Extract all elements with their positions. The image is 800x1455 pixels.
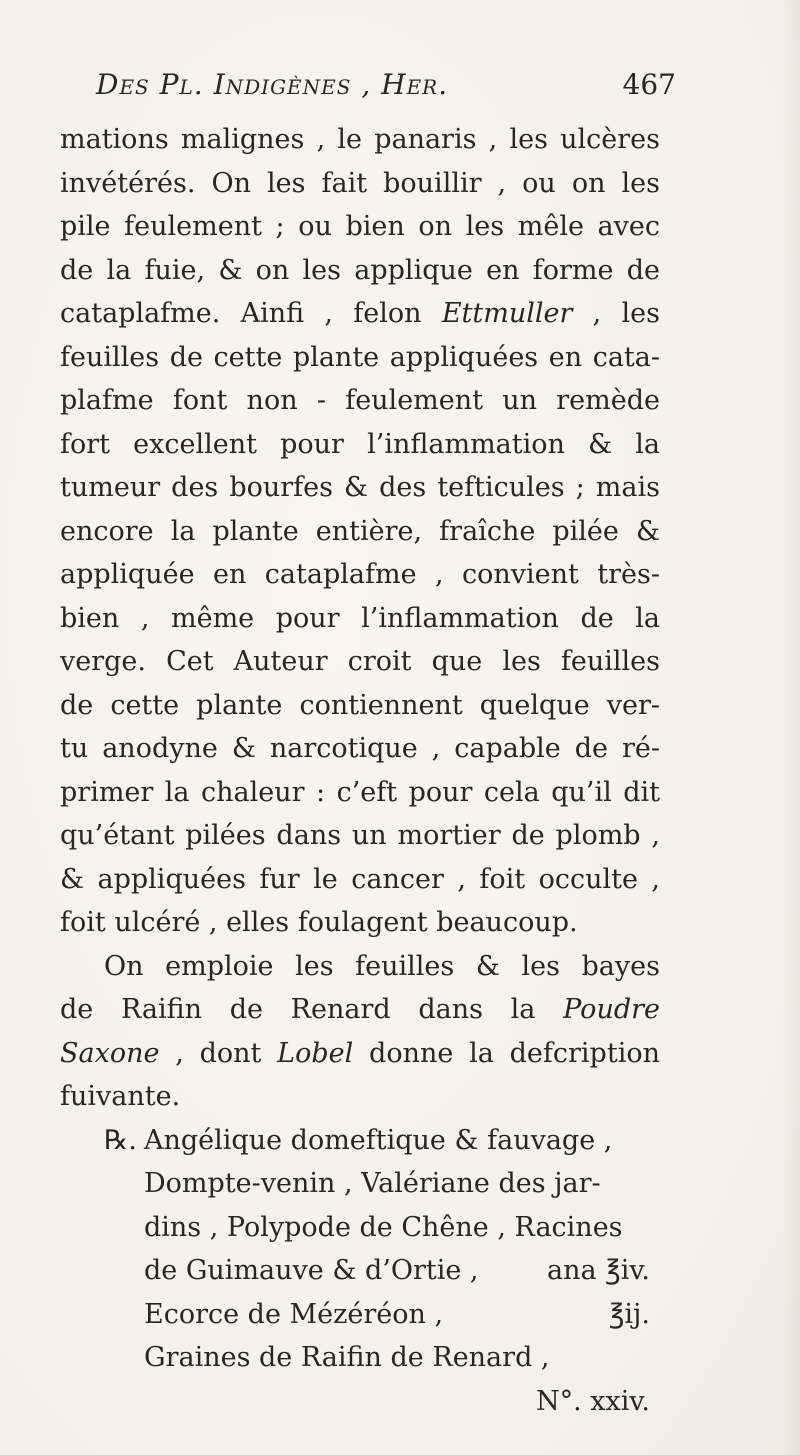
recipe-item [60,1162,650,1206]
text-segment: cataplafme. Ainfi , felon [60,298,422,329]
text-line: de la fuie, & on les applique en forme de [60,254,660,286]
running-title: Des Pl. Indigènes , Her. [96,68,449,101]
text-line: pile feulement ; ou bien on les mêle avec [60,211,660,242]
text-line [60,988,660,1032]
text-segment: , les [592,298,660,329]
text-line: feuilles de cette plante appliquées en cata- [60,341,660,373]
page-edge-shadow [782,0,800,1455]
recipe-item-name: Graines de Raifin de Renard , [144,1342,550,1373]
text-line: fort excellent pour l’inflammation & la [60,428,660,460]
recipe-symbol: ℞. [104,1124,137,1156]
text-line: bien , même pour l’inflammation de la [60,602,660,634]
text-line: tu anodyne & narcotique , capable de ré- [60,733,660,764]
running-header [96,68,696,101]
recipe-item-name: de Guimauve & d’Ortie , [144,1255,479,1286]
text-line: & appliquées fur le cancer , foit occulte , [60,863,660,895]
text-line: foit ulcéré , elles foulagent beaucoup. [60,907,578,938]
text-line: verge. Cet Auteur croit que les feuilles [60,646,660,677]
text-line: encore la plante entière, fraîche pilée & [60,515,660,547]
text-segment: donne la defcription [369,1037,660,1069]
recipe-item [60,1206,650,1250]
text-line: qu’étant pilées dans un mortier de plomb , [60,820,660,851]
text-line: primer la chaleur : c’eft pour cela qu’il dit [60,776,660,808]
text-line: mations malignes , le panaris , les ulcères [60,124,660,155]
recipe-item-name: Ecorce de Mézéréon , [144,1298,444,1330]
recipe-item-name: Dompte-venin , Valériane des jar- [144,1168,601,1199]
text-line: fuivante. [60,1081,181,1112]
recipe-item [60,1249,650,1293]
recipe-item-qty: ana ℥iv. [546,1255,650,1286]
recipe-item-name: Angélique domeftique & fauvage , [144,1124,613,1156]
paragraph-start: On emploie les feuilles & les bayes [104,950,660,982]
text-line: appliquée en cataplafme , convient très- [60,559,660,590]
recipe-item-name: dins , Polypode de Chêne , Racines [144,1211,623,1243]
text-segment: de Raifin de Renard dans la [60,994,536,1025]
work-title-poudre: Poudre [563,994,660,1025]
recipe-item [60,1336,650,1380]
text-line: invétérés. On les fait bouillir , ou on les [60,167,660,199]
text-line [60,1032,660,1076]
main-text [60,118,660,1423]
page-number: 467 [622,68,676,101]
recipe-item [60,1119,650,1163]
author-name-lobel: Lobel [277,1037,354,1069]
recipe-item-qty: ℥ij. [608,1298,650,1330]
text-line: de cette plante contiennent quelque ver- [60,689,660,721]
catchword: N°. xxiv. [535,1385,650,1417]
work-title-saxone: Saxone [60,1037,160,1069]
text-line [60,292,660,336]
text-segment: , dont [175,1037,262,1069]
author-name-ettmuller: Ettmuller [441,298,573,329]
text-line: plafme font non - feulement un remède [60,385,660,416]
recipe-item [60,1293,650,1337]
text-line: tumeur des bourfes & des tefticules ; mais [60,472,660,503]
